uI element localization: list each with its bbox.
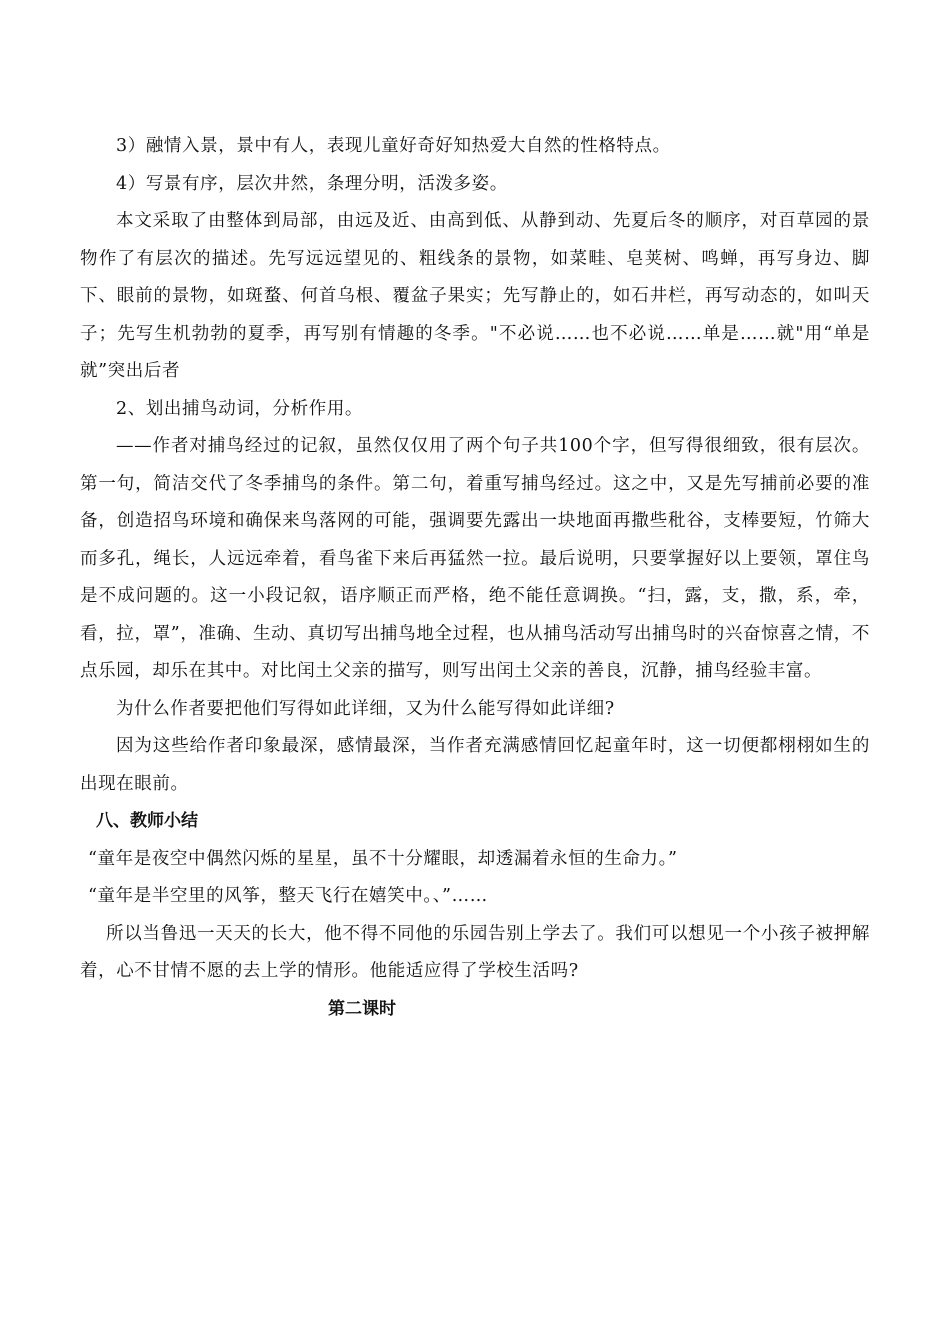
paragraph-point-4: 4）写景有序，层次井然，条理分明，活泼多姿。 bbox=[116, 173, 508, 194]
paragraph-point-3: 3）融情入景，景中有人，表现儿童好奇好知热爱大自然的性格特点。 bbox=[116, 136, 671, 156]
section-heading-teacher-summary: 八、教师小结 bbox=[96, 811, 198, 831]
document-page bbox=[80, 128, 870, 1028]
paragraph-summary: 所以当鲁迅一天天的长大，他不得不同他的乐园告别上学去了。我们可以想见一个小孩子被押解着，心不甘情不愿的去上学的情形。他能适应得了学校生活吗? bbox=[80, 923, 870, 981]
paragraph-bird-catching-analysis: ——作者对捕鸟经过的记叙，虽然仅仅用了两个句子共100个字，但写得很细致，很有层次。第一句，简洁交代了冬季捕鸟的条件。第二句，着重写捕鸟经过。这之中，又是先写捕前必要的准备，创造招鸟环境和确保来鸟落网的可能，强调要先露出一块地面再撒些秕谷，支棒要短，竹筛大而多孔，绳长，人远远牵着，看鸟雀下来后再猛然一拉。最后说明，只要掌握好以上要领，罩住鸟是不成问题的。这一小段记叙，语序顺正而严格，绝不能任意调换。“扫，露，支，撒，系，牵，看，拉，罩”，准确、生动、真切写出捕鸟地全过程，也从捕鸟活动写出捕鸟时的兴奋惊喜之情，不点乐园，却乐在其中。对比闰土父亲的描写，则写出闰土父亲的善良，沉静，捕鸟经验丰富。 bbox=[80, 436, 870, 681]
paragraph-answer: 因为这些给作者印象最深，感情最深，当作者充满感情回忆起童年时，这一切便都栩栩如生的出现在眼前。 bbox=[80, 736, 870, 794]
paragraph-task-2: 2、划出捕鸟动词，分析作用。 bbox=[116, 398, 364, 419]
paragraph-scene-order: 本文采取了由整体到局部，由远及近、由高到低、从静到动、先夏后冬的顺序，对百草园的景物作了有层次的描述。先写远远望见的、粗线条的景物，如菜畦、皂荚树、鸣蝉，再写身边、脚下、眼前的景物，如斑蝥、何首乌根、覆盆子果实；先写静止的，如石井栏，再写动态的，如叫天子；先写生机勃勃的夏季，再写别有情趣的冬季。"不必说……也不必说……单是……就"用“单是就”突出后者 bbox=[80, 211, 870, 381]
quote-childhood-star: “童年是夜空中偶然闪烁的星星，虽不十分耀眼，却透漏着永恒的生命力。” bbox=[88, 848, 678, 869]
quote-childhood-kite: “童年是半空里的风筝，整天飞行在嬉笑中。、”…… bbox=[88, 886, 488, 906]
paragraph-question: 为什么作者要把他们写得如此详细，又为什么能写得如此详细? bbox=[116, 698, 615, 719]
lesson-title: 第二课时 bbox=[328, 998, 396, 1019]
